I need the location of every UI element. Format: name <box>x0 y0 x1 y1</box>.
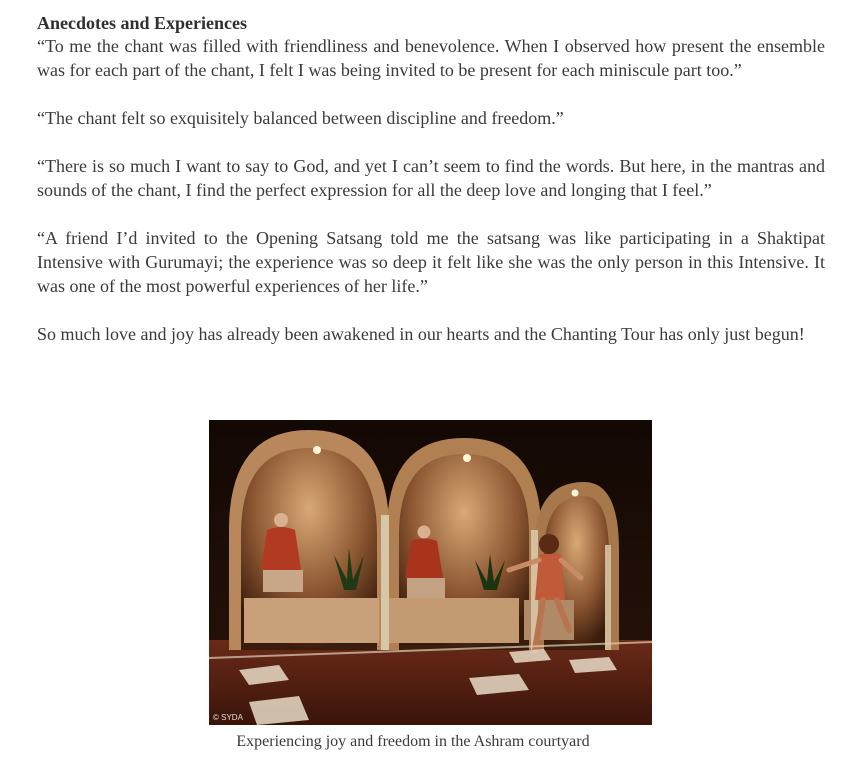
section-heading: Anecdotes and Experiences <box>37 13 247 33</box>
quote-paragraph-1: “To me the chant was filled with friendliness and benevolence. When I observed how present the ensemble was for each part of the chant, I felt I was being invited to be present for each miniscule part too.” <box>37 36 825 80</box>
article <box>37 12 825 370</box>
quote-paragraph-2: “The chant felt so exquisitely balanced between discipline and freedom.” <box>37 108 564 128</box>
photo-illustration <box>209 420 652 725</box>
photo-copyright: © SYDA <box>213 713 243 722</box>
ashram-courtyard-photo <box>209 420 652 725</box>
closing-paragraph: So much love and joy has already been awakened in our hearts and the Chanting Tour has only just begun! <box>37 324 805 344</box>
quote-paragraph-3: “There is so much I want to say to God, and yet I can’t seem to find the words. But here, in the mantras and sounds of the chant, I find the perfect expression for all the deep love and longing that I feel.” <box>37 156 825 200</box>
photo-caption: Experiencing joy and freedom in the Ashram courtyard <box>236 733 590 750</box>
quote-paragraph-4: “A friend I’d invited to the Opening Satsang told me the satsang was like participating in a Shaktipat Intensive with Gurumayi; the experience was so deep it felt like she was the only person in this Intensive. It was one of the most powerful experiences of her life.” <box>37 228 825 296</box>
